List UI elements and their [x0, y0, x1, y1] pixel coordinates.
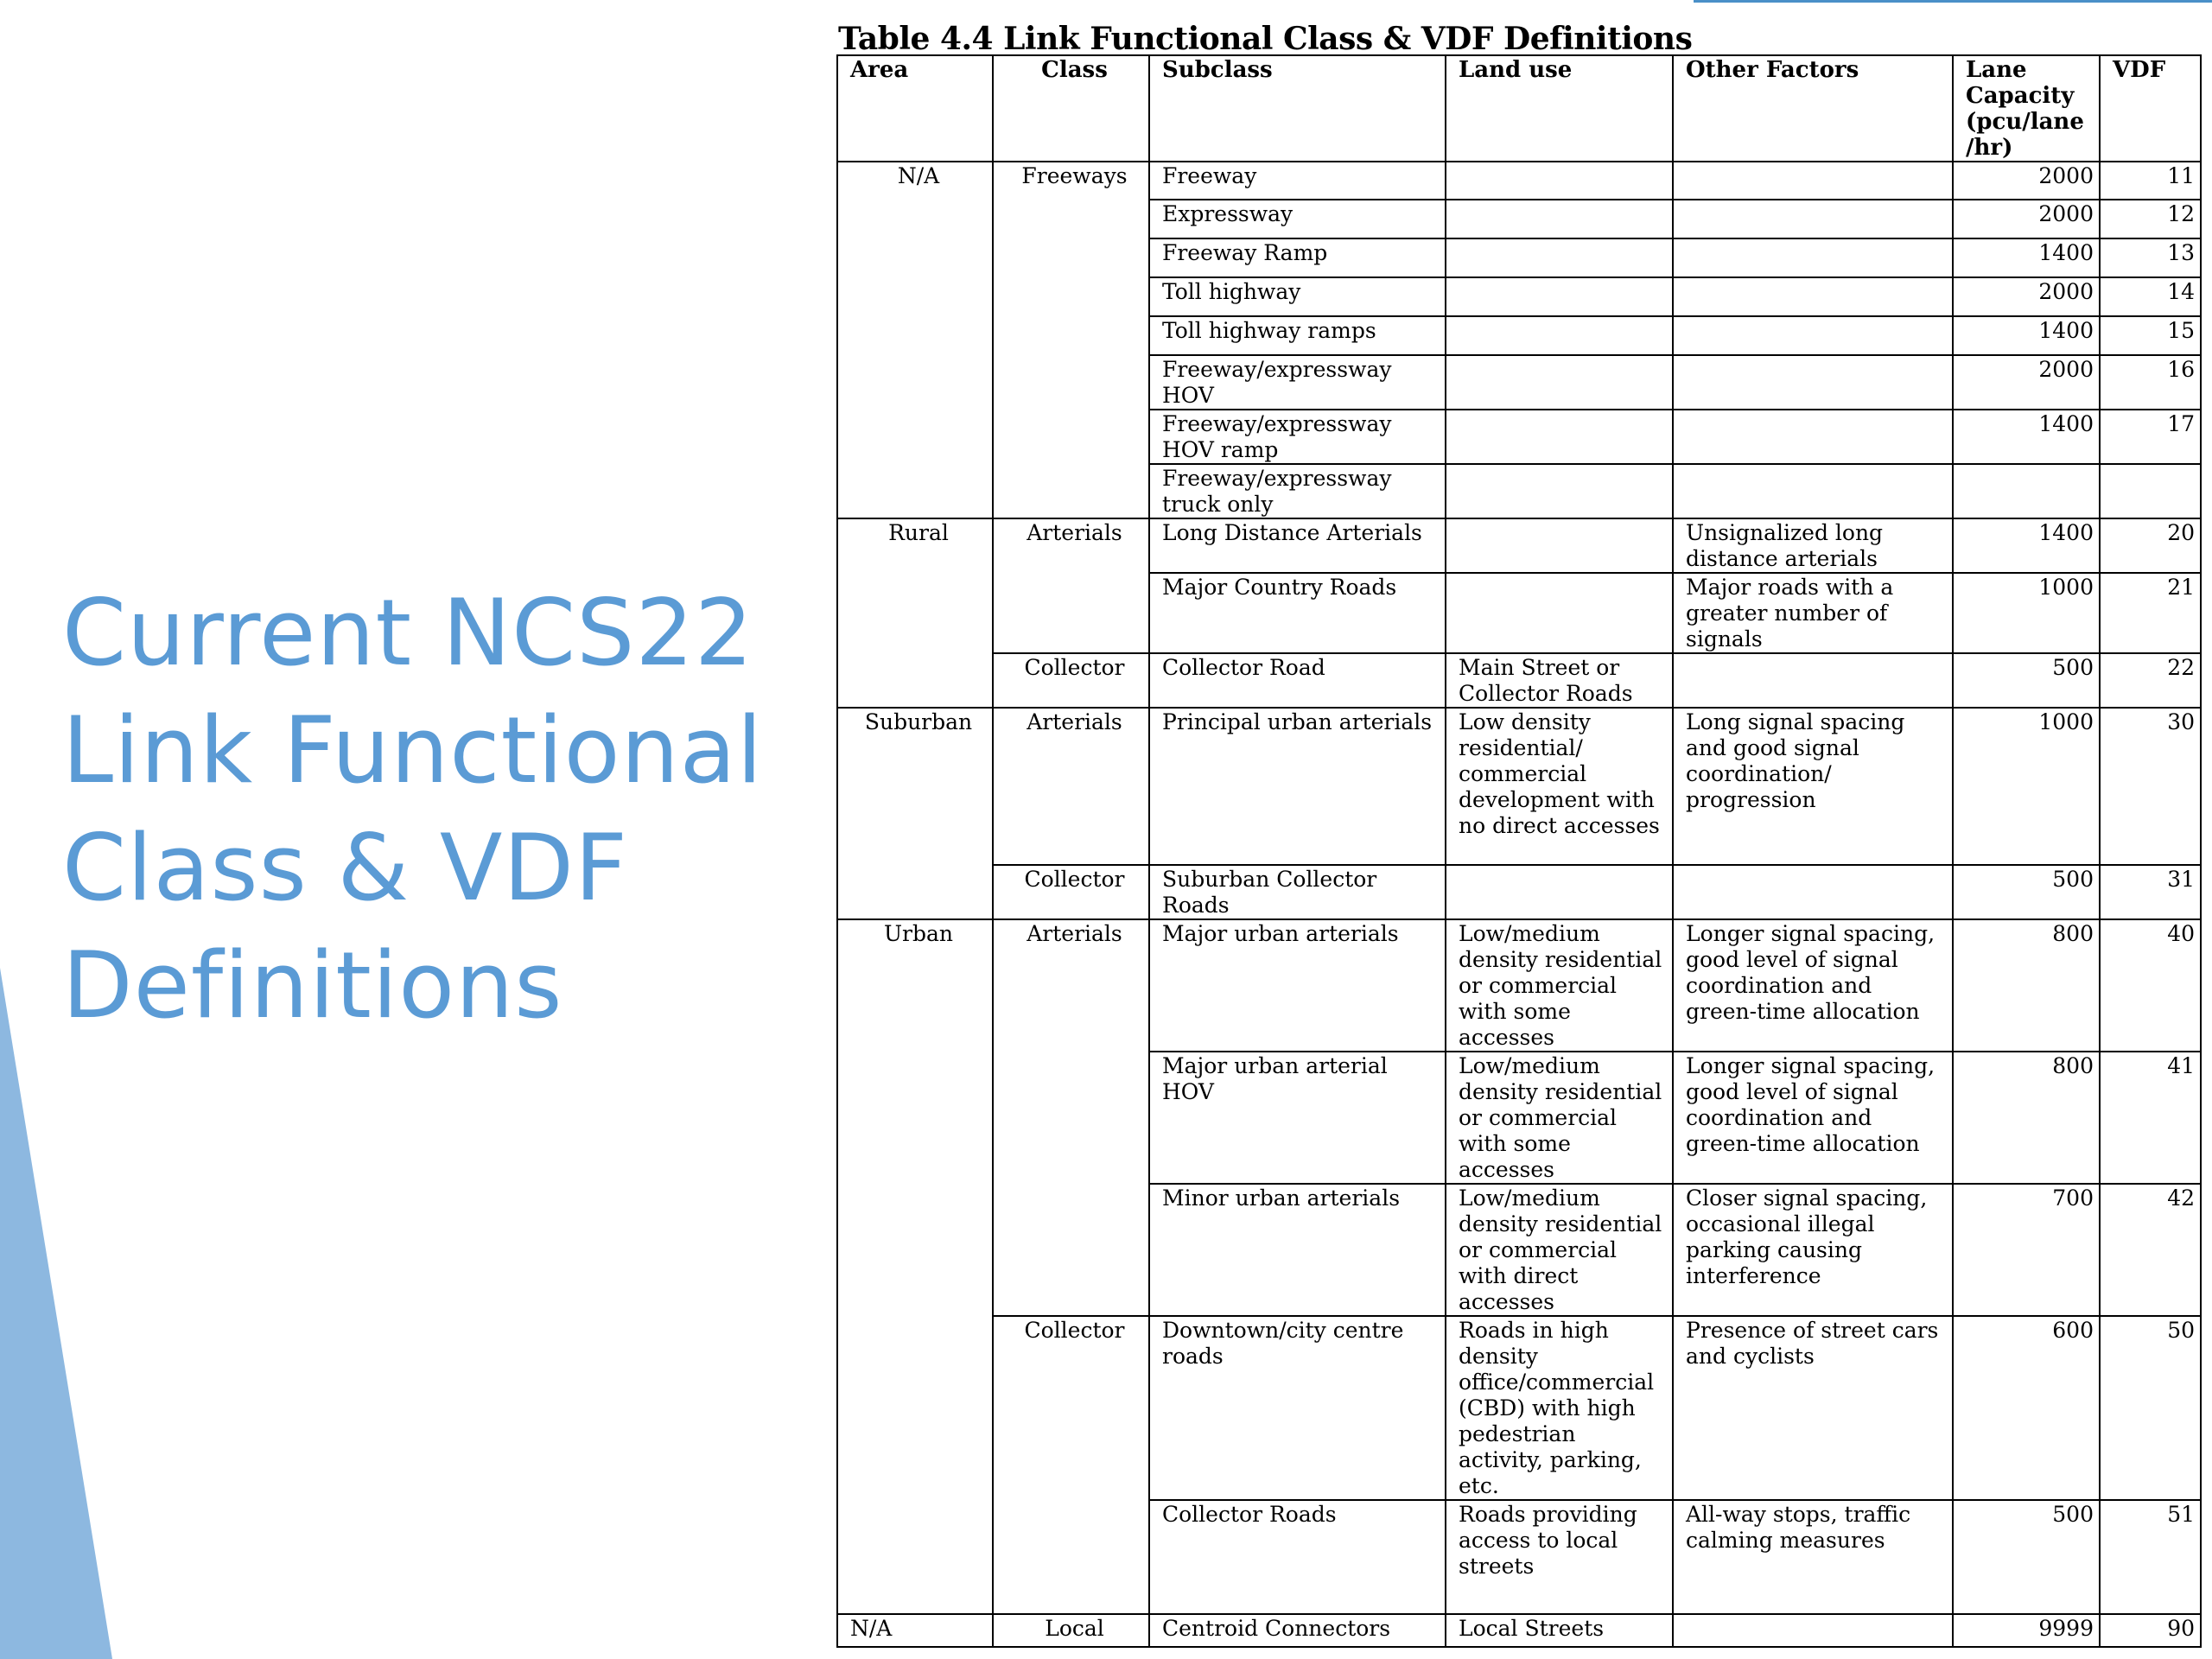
class-cell: Arterials [993, 708, 1149, 865]
subclass-cell: Freeway/expressway HOV ramp [1149, 410, 1446, 464]
capacity-cell: 2000 [1953, 200, 2100, 238]
land-use-cell: Low/medium density residential or commercial with direct accesses [1446, 1184, 1673, 1316]
top-accent-line [1694, 0, 2212, 3]
capacity-cell: 1400 [1953, 410, 2100, 464]
class-cell: Freeways [993, 162, 1149, 518]
other-factors-cell: Longer signal spacing, good level of signal coordination and green-time allocation [1673, 919, 1953, 1052]
land-use-cell [1446, 865, 1673, 919]
land-use-cell: Low/medium density residential or commercial with some accesses [1446, 919, 1673, 1052]
vdf-cell: 41 [2100, 1052, 2201, 1184]
subclass-cell: Toll highway ramps [1149, 316, 1446, 355]
vdf-cell: 21 [2100, 573, 2201, 653]
table-row [837, 708, 2201, 865]
subclass-cell: Principal urban arterials [1149, 708, 1446, 865]
other-factors-cell [1673, 355, 1953, 410]
vdf-cell: 15 [2100, 316, 2201, 355]
header-class: Class [993, 55, 1149, 162]
capacity-cell: 1400 [1953, 316, 2100, 355]
header-row [837, 55, 2201, 162]
vdf-cell: 17 [2100, 410, 2201, 464]
class-cell: Arterials [993, 518, 1149, 653]
land-use-cell [1446, 316, 1673, 355]
vdf-cell: 51 [2100, 1500, 2201, 1614]
vdf-cell: 12 [2100, 200, 2201, 238]
vdf-cell: 40 [2100, 919, 2201, 1052]
land-use-cell [1446, 355, 1673, 410]
table-row [837, 919, 2201, 1052]
slide-title-line: Link Functional [62, 697, 764, 804]
area-cell: N/A [837, 1614, 993, 1647]
class-cell: Arterials [993, 919, 1149, 1316]
other-factors-cell [1673, 1614, 1953, 1647]
land-use-cell: Main Street or Collector Roads [1446, 653, 1673, 708]
vdf-cell: 14 [2100, 277, 2201, 316]
other-factors-cell [1673, 277, 1953, 316]
subclass-cell: Long Distance Arterials [1149, 518, 1446, 573]
table-row [837, 1614, 2201, 1647]
vdf-cell: 90 [2100, 1614, 2201, 1647]
land-use-cell [1446, 573, 1673, 653]
capacity-cell: 1000 [1953, 573, 2100, 653]
class-cell: Local [993, 1614, 1149, 1647]
table-caption: Table 4.4 Link Functional Class & VDF Definitions [838, 21, 1693, 57]
capacity-cell: 500 [1953, 865, 2100, 919]
slide-title-line: Current NCS22 [62, 580, 754, 686]
land-use-cell: Roads in high density office/commercial (CBD) with high pedestrian activity, parking, etc. [1446, 1316, 1673, 1500]
subclass-cell: Minor urban arterials [1149, 1184, 1446, 1316]
vdf-cell: 13 [2100, 238, 2201, 277]
vdf-cell: 20 [2100, 518, 2201, 573]
slide-title-line: Definitions [62, 932, 563, 1039]
land-use-cell [1446, 162, 1673, 200]
land-use-cell [1446, 410, 1673, 464]
vdf-cell: 50 [2100, 1316, 2201, 1500]
header-vdf: VDF [2100, 55, 2201, 162]
capacity-cell: 1400 [1953, 518, 2100, 573]
subclass-cell: Suburban Collector Roads [1149, 865, 1446, 919]
other-factors-cell: Longer signal spacing, good level of signal coordination and green-time allocation [1673, 1052, 1953, 1184]
decorative-wedge [0, 968, 112, 1659]
table-row [837, 1316, 2201, 1500]
other-factors-cell [1673, 653, 1953, 708]
area-cell: N/A [837, 162, 993, 518]
vdf-cell: 11 [2100, 162, 2201, 200]
land-use-cell: Roads providing access to local streets [1446, 1500, 1673, 1614]
table-row [837, 653, 2201, 708]
other-factors-cell: Presence of street cars and cyclists [1673, 1316, 1953, 1500]
other-factors-cell: Unsignalized long distance arterials [1673, 518, 1953, 573]
vdf-cell: 30 [2100, 708, 2201, 865]
header-lane-capacity: Lane Capacity (pcu/lane /hr) [1953, 55, 2100, 162]
header-subclass: Subclass [1149, 55, 1446, 162]
capacity-cell: 500 [1953, 1500, 2100, 1614]
subclass-cell: Downtown/city centre roads [1149, 1316, 1446, 1500]
vdf-cell: 16 [2100, 355, 2201, 410]
subclass-cell: Major urban arterials [1149, 919, 1446, 1052]
area-cell: Suburban [837, 708, 993, 919]
other-factors-cell: Closer signal spacing, occasional illegal parking causing interference [1673, 1184, 1953, 1316]
header-other-factors: Other Factors [1673, 55, 1953, 162]
vdf-definitions-table [836, 54, 2202, 1648]
subclass-cell: Freeway [1149, 162, 1446, 200]
capacity-cell: 1000 [1953, 708, 2100, 865]
vdf-cell [2100, 464, 2201, 518]
vdf-cell: 31 [2100, 865, 2201, 919]
land-use-cell [1446, 277, 1673, 316]
capacity-cell: 2000 [1953, 355, 2100, 410]
slide-title [62, 575, 840, 1045]
capacity-cell [1953, 464, 2100, 518]
vdf-cell: 42 [2100, 1184, 2201, 1316]
class-cell: Collector [993, 865, 1149, 919]
other-factors-cell [1673, 316, 1953, 355]
subclass-cell: Collector Road [1149, 653, 1446, 708]
table-row [837, 518, 2201, 573]
table-row [837, 865, 2201, 919]
subclass-cell: Major urban arterial HOV [1149, 1052, 1446, 1184]
land-use-cell: Local Streets [1446, 1614, 1673, 1647]
land-use-cell: Low/medium density residential or commercial with some accesses [1446, 1052, 1673, 1184]
subclass-cell: Major Country Roads [1149, 573, 1446, 653]
capacity-cell: 800 [1953, 1052, 2100, 1184]
slide-title-line: Class & VDF [62, 815, 629, 921]
subclass-cell: Toll highway [1149, 277, 1446, 316]
other-factors-cell: Long signal spacing and good signal coordination/ progression [1673, 708, 1953, 865]
area-cell: Urban [837, 919, 993, 1614]
subclass-cell: Expressway [1149, 200, 1446, 238]
subclass-cell: Freeway Ramp [1149, 238, 1446, 277]
other-factors-cell: Major roads with a greater number of signals [1673, 573, 1953, 653]
subclass-cell: Centroid Connectors [1149, 1614, 1446, 1647]
capacity-cell: 700 [1953, 1184, 2100, 1316]
land-use-cell: Low density residential/ commercial development with no direct accesses [1446, 708, 1673, 865]
land-use-cell [1446, 464, 1673, 518]
class-cell: Collector [993, 653, 1149, 708]
header-area: Area [837, 55, 993, 162]
capacity-cell: 2000 [1953, 162, 2100, 200]
capacity-cell: 9999 [1953, 1614, 2100, 1647]
area-cell: Rural [837, 518, 993, 708]
land-use-cell [1446, 238, 1673, 277]
capacity-cell: 600 [1953, 1316, 2100, 1500]
subclass-cell: Freeway/expressway HOV [1149, 355, 1446, 410]
land-use-cell [1446, 518, 1673, 573]
other-factors-cell [1673, 238, 1953, 277]
subclass-cell: Freeway/expressway truck only [1149, 464, 1446, 518]
table-row [837, 162, 2201, 200]
other-factors-cell [1673, 162, 1953, 200]
other-factors-cell [1673, 410, 1953, 464]
class-cell: Collector [993, 1316, 1149, 1614]
other-factors-cell [1673, 464, 1953, 518]
header-land-use: Land use [1446, 55, 1673, 162]
other-factors-cell [1673, 200, 1953, 238]
vdf-cell: 22 [2100, 653, 2201, 708]
land-use-cell [1446, 200, 1673, 238]
other-factors-cell [1673, 865, 1953, 919]
capacity-cell: 800 [1953, 919, 2100, 1052]
capacity-cell: 1400 [1953, 238, 2100, 277]
capacity-cell: 2000 [1953, 277, 2100, 316]
other-factors-cell: All-way stops, traffic calming measures [1673, 1500, 1953, 1614]
capacity-cell: 500 [1953, 653, 2100, 708]
subclass-cell: Collector Roads [1149, 1500, 1446, 1614]
